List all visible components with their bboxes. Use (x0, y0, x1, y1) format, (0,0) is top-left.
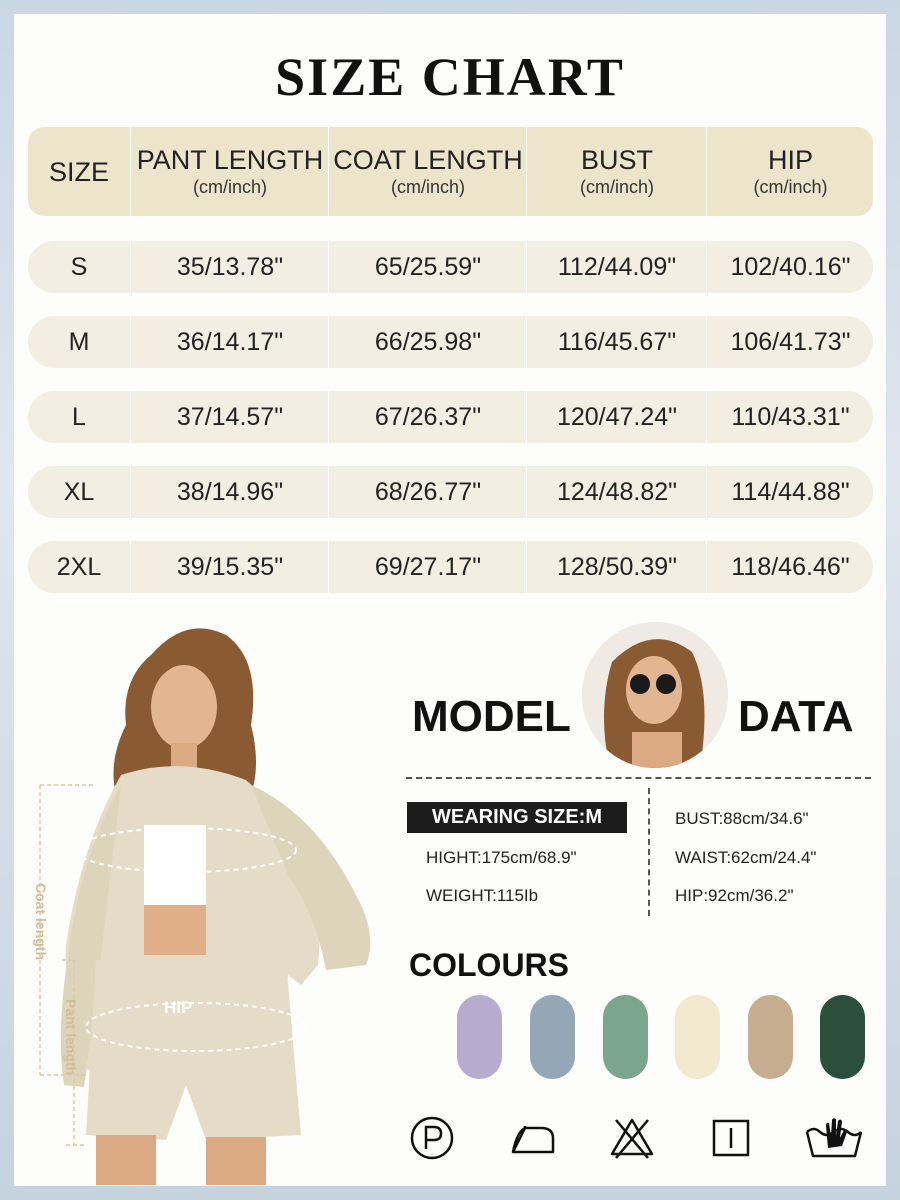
table-header (28, 127, 873, 216)
table-row-l (28, 391, 873, 443)
colour-swatch-sage[interactable] (603, 995, 648, 1079)
iron-icon (507, 1112, 559, 1164)
wearing-size-badge: WEARING SIZE:M (407, 802, 627, 833)
pant-length-value: 37/14.57" (176, 402, 284, 431)
header-coat-length: COAT LENGTH (cm/inch) (328, 127, 527, 216)
coat-length-value: 67/26.37" (374, 402, 482, 431)
size-label: XL (63, 477, 95, 506)
bust-guide-label: BUST (156, 822, 203, 841)
bust-value: 116/45.67" (557, 327, 677, 356)
bust-value: 128/50.39" (556, 552, 678, 581)
pant-length-value: 39/15.35" (176, 552, 284, 581)
colour-swatch-tan[interactable] (748, 995, 793, 1079)
header-hip: HIP (cm/inch) (706, 127, 874, 216)
hip-value: 106/41.73" (730, 327, 851, 356)
header-bust: BUST (cm/inch) (526, 127, 707, 216)
size-label: M (68, 327, 90, 356)
pant-length-value: 38/14.96" (176, 477, 284, 506)
no-bleach-icon (606, 1112, 658, 1164)
model-bust: BUST:88cm/34.6" (675, 809, 809, 828)
coat-length-value: 69/27.17" (374, 552, 482, 581)
hip-guide-label: HIP (164, 998, 193, 1017)
page-title: SIZE CHART (275, 47, 625, 107)
model-portrait (582, 622, 728, 768)
coat-length-value: 66/25.98" (374, 327, 482, 356)
hip-value: 118/46.46" (731, 552, 850, 581)
model-height: HIGHT:175cm/68.9" (426, 848, 577, 867)
coat-length-value: 65/25.59" (374, 252, 482, 281)
colour-swatch-beige[interactable] (675, 995, 720, 1079)
coat-length-guide-label: Coat length (33, 883, 49, 960)
bust-value: 120/47.24" (556, 402, 678, 431)
hip-value: 110/43.31" (731, 402, 850, 431)
tumble-dry-icon (705, 1112, 757, 1164)
colour-swatch-dark-green[interactable] (820, 995, 865, 1079)
colour-swatch-blue-grey[interactable] (530, 995, 575, 1079)
model-waist: WAIST:62cm/24.4" (675, 848, 817, 867)
size-label: S (70, 252, 88, 281)
header-size: SIZE (48, 156, 109, 187)
model-data-title-right: DATA (738, 692, 854, 741)
hand-wash-icon (804, 1112, 864, 1164)
model-data-title-left: MODEL (412, 692, 571, 741)
pant-length-value: 35/13.78" (176, 252, 284, 281)
pant-length-guide-label: Pant length (63, 999, 79, 1076)
bust-value: 124/48.82" (556, 477, 678, 506)
colours-title: COLOURS (409, 947, 569, 983)
model-weight: WEIGHT:115Ib (426, 886, 539, 905)
divider-vertical (648, 788, 650, 916)
size-label: 2XL (56, 552, 102, 581)
hip-value: 102/40.16" (730, 252, 851, 281)
pant-length-value: 36/14.17" (176, 327, 284, 356)
colour-swatch-purple[interactable] (457, 995, 502, 1079)
table-row-xl (28, 466, 873, 518)
bust-value: 112/44.09" (557, 252, 677, 281)
model-photo (26, 615, 396, 1185)
hip-value: 114/44.88" (731, 477, 850, 506)
size-label: L (72, 402, 86, 431)
header-pant-length: PANT LENGTH (cm/inch) (130, 127, 329, 216)
divider-horizontal (406, 777, 871, 779)
table-row-s (28, 241, 873, 293)
model-hip: HIP:92cm/36.2" (675, 886, 794, 905)
table-row-2xl (28, 541, 873, 593)
table-row-m (28, 316, 873, 368)
coat-length-value: 68/26.77" (374, 477, 482, 506)
dry-clean-p-icon (406, 1112, 458, 1164)
